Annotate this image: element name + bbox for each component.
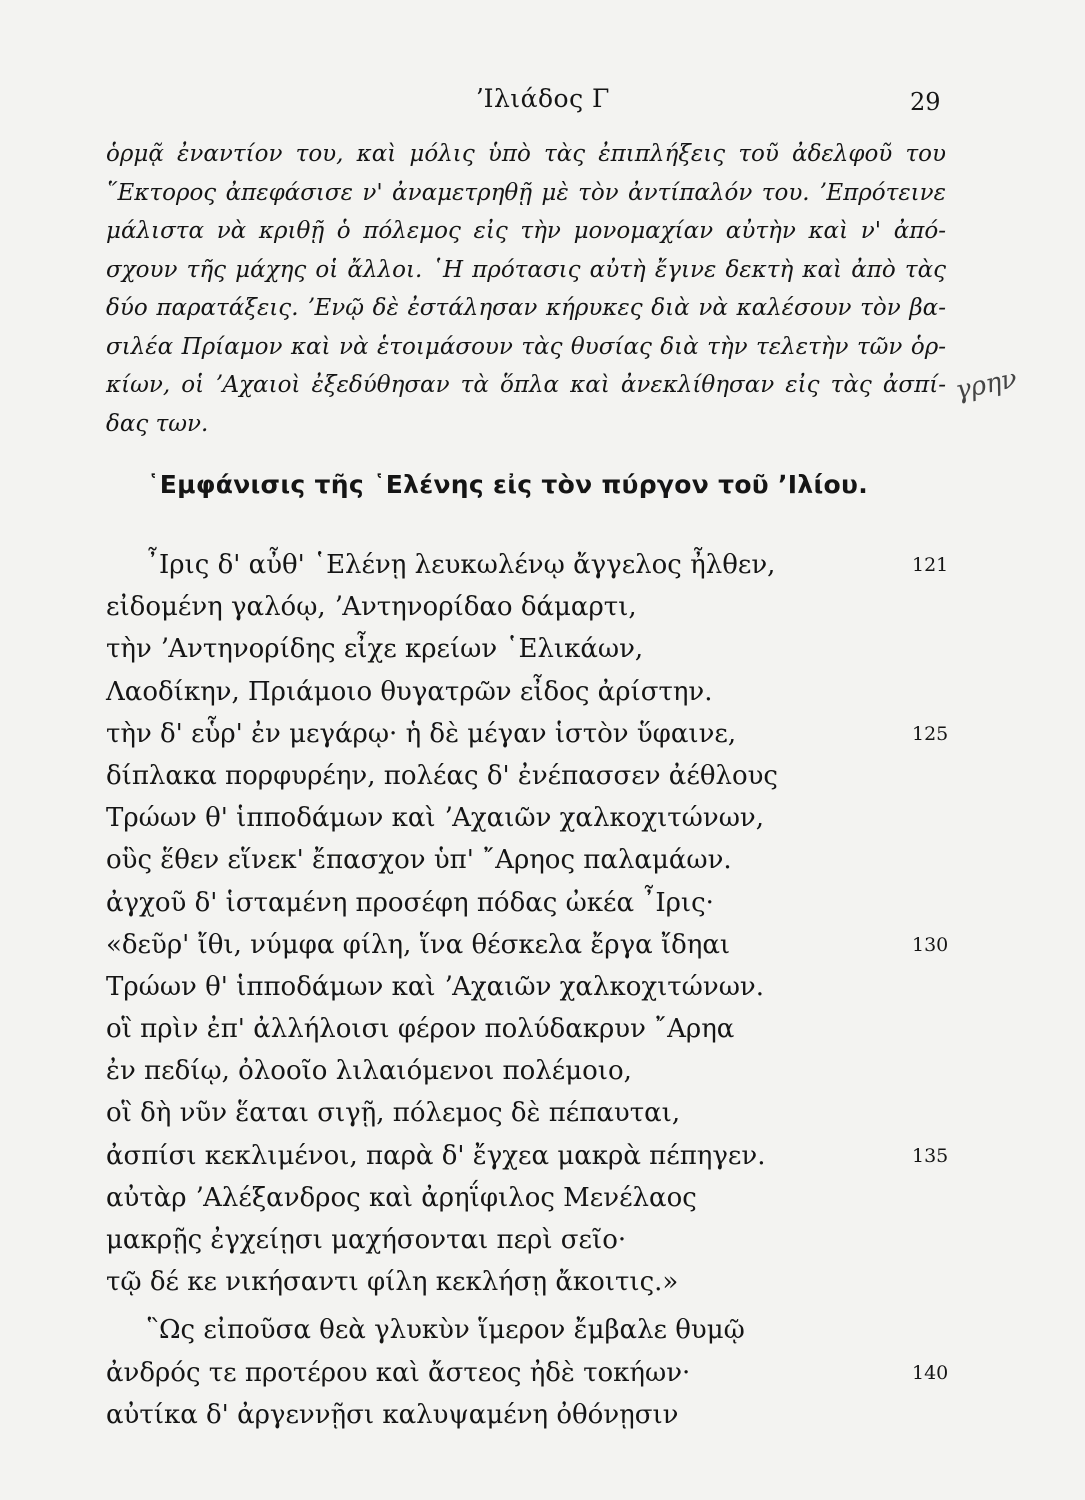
verse-line [0, 882, 1085, 924]
handwritten-margin-note: γρην [952, 363, 1020, 407]
verse-line [0, 966, 1085, 1008]
verse-text: δίπλακα πορφυρέην, πολέας δ' ἐνέπασσεν ἀέθλους [106, 760, 778, 791]
verse-block [0, 544, 1085, 1436]
verse-text: οὓς ἕθεν εἵνεκ' ἔπασχον ὑπ' ῎Αρηος παλαμάων. [106, 845, 732, 876]
verse-number: 121 [912, 554, 949, 576]
verse-line [0, 1261, 1085, 1303]
verse-number: 135 [912, 1144, 949, 1167]
verse-line [0, 1177, 1085, 1219]
verse-line [0, 1394, 1085, 1436]
verse-text: οἳ δὴ νῦν ἕαται σιγῇ, πόλεμος δὲ πέπαυται, [106, 1098, 681, 1129]
verse-line [0, 1050, 1085, 1092]
verse-text: αὐτίκα δ' ἀργεννῇσι καλυψαμένη ὀθόνῃσιν [106, 1399, 679, 1430]
section-heading: ῾Εμφάνισις τῆς ῾Ελένης εἰς τὸν πύργον τοῦ ʼΙλίου. [146, 470, 868, 499]
verse-line [0, 1008, 1085, 1050]
verse-text: ἀγχοῦ δ' ἱσταμένη προσέφη πόδας ὠκέα ῏Ιρις· [106, 887, 714, 918]
commentary-line: δύο παρατάξεις. ʼΕνῷ δὲ ἐστάλησαν κήρυκες διὰ νὰ καλέσουν τὸν βα- [106, 295, 946, 321]
commentary-line: μάλιστα νὰ κριθῇ ὁ πόλεμος εἰς τὴν μονομαχίαν αὐτὴν καὶ ν' ἀπό- [106, 218, 946, 244]
verse-text: τὴν ʼΑντηνορίδης εἶχε κρείων ῾Ελικάων, [106, 634, 644, 665]
commentary-line: κίων, οἱ ʼΑχαιοὶ ἐξεδύθησαν τὰ ὅπλα καὶ ἀνεκλίθησαν εἰς τὰς ἀσπί- [106, 372, 946, 398]
verse-line [0, 1092, 1085, 1134]
verse-text: μακρῇς ἐγχείῃσι μαχήσονται περὶ σεῖο· [106, 1225, 627, 1255]
verse-text: τὴν δ' εὗρ' ἐν μεγάρῳ· ἡ δὲ μέγαν ἱστὸν ὕφαινε, [106, 718, 737, 749]
verse-text: εἰδομένη γαλόῳ, ʼΑντηνορίδαο δάμαρτι, [106, 592, 637, 623]
commentary-line: ῞Εκτορος ἀπεφάσισε ν' ἀναμετρηθῇ μὲ τὸν ἀντίπαλόν του. ʼΕπρότεινε [106, 179, 946, 206]
verse-line [0, 1309, 1085, 1351]
commentary-paragraph [106, 135, 946, 443]
verse-line [0, 924, 1085, 966]
verse-number: 140 [912, 1361, 949, 1384]
commentary-line: σιλέα Πρίαμον καὶ νὰ ἑτοιμάσουν τὰς θυσίας διὰ τὴν τελετὴν τῶν ὁρ- [106, 333, 946, 360]
verse-text: τῷ δέ κε νικήσαντι φίλη κεκλήσῃ ἄκοιτις.» [106, 1267, 679, 1298]
verse-text: οἳ πρὶν ἐπ' ἀλλήλοισι φέρον πολύδακρυν ῎Αρηα [106, 1014, 735, 1045]
running-title: ʼΙλιάδος Γ [475, 84, 610, 113]
verse-line [0, 755, 1085, 797]
commentary-line: ὁρμᾷ ἐναντίον του, καὶ μόλις ὑπὸ τὰς ἐπιπλήξεις τοῦ ἀδελφοῦ του [106, 141, 946, 167]
verse-line [0, 839, 1085, 881]
verse-line [0, 671, 1085, 713]
verse-line [0, 544, 1085, 586]
verse-line [0, 586, 1085, 628]
verse-text: ῏Ιρις δ' αὖθ' ῾Ελένῃ λευκωλένῳ ἄγγελος ἦλθεν, [146, 550, 776, 580]
commentary-line: δας των. [106, 410, 209, 437]
verse-number: 130 [912, 933, 949, 956]
verse-text: Λαοδίκην, Πριάμοιο θυγατρῶν εἶδος ἀρίστην. [106, 676, 713, 707]
verse-line [0, 1352, 1085, 1394]
verse-text: ἐν πεδίῳ, ὀλοοῖο λιλαιόμενοι πολέμοιο, [106, 1056, 632, 1087]
verse-line [0, 628, 1085, 670]
verse-text: Τρώων θ' ἱπποδάμων καὶ ʼΑχαιῶν χαλκοχιτώνων, [106, 803, 764, 834]
verse-text: ἀσπίσι κεκλιμένοι, παρὰ δ' ἔγχεα μακρὰ πέπηγεν. [106, 1140, 766, 1171]
verse-text: «δεῦρ' ἴθι, νύμφα φίλη, ἵνα θέσκελα ἔργα ἴδηαι [106, 929, 731, 960]
verse-line [0, 1219, 1085, 1261]
verse-number: 125 [912, 722, 949, 745]
commentary-line: σχουν τῆς μάχης οἱ ἄλλοι. ῾Η πρότασις αὐτὴ ἔγινε δεκτὴ καὶ ἀπὸ τὰς [106, 256, 946, 283]
verse-line [0, 797, 1085, 839]
verse-line [0, 713, 1085, 755]
page-number: 29 [910, 88, 941, 116]
verse-line [0, 1135, 1085, 1177]
verse-text: Τρώων θ' ἱπποδάμων καὶ ʼΑχαιῶν χαλκοχιτώνων. [106, 971, 764, 1002]
verse-text: αὐτὰρ ʼΑλέξανδρος καὶ ἀρηΐφιλος Μενέλαος [106, 1182, 697, 1213]
verse-text: ῝Ως εἰποῦσα θεὰ γλυκὺν ἵμερον ἔμβαλε θυμῷ [146, 1315, 745, 1346]
verse-text: ἀνδρός τε προτέρου καὶ ἄστεος ἠδὲ τοκήων· [106, 1357, 691, 1388]
